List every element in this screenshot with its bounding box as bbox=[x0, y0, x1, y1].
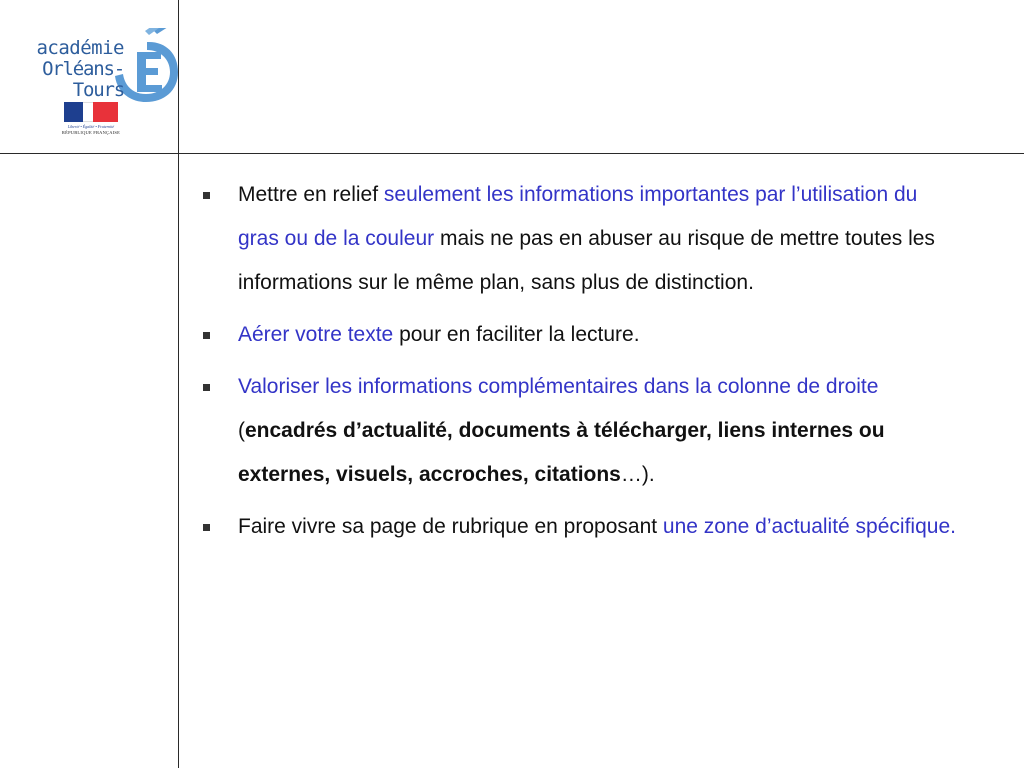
bullet-text: Mettre en relief bbox=[238, 183, 384, 206]
french-flag-icon bbox=[64, 102, 118, 122]
logo-line2: Orléans-Tours bbox=[42, 58, 124, 101]
bullet-item bbox=[200, 313, 958, 357]
bullet-item bbox=[200, 365, 958, 497]
square-bullet-icon bbox=[203, 192, 210, 199]
bullet-text: Faire vivre sa page de rubrique en proposant bbox=[238, 515, 663, 538]
highlight-text: Aérer votre texte bbox=[238, 323, 394, 346]
logo-wordmark bbox=[10, 38, 124, 101]
bullet-text: pour en faciliter la lecture. bbox=[393, 323, 640, 346]
bullet-text: ( bbox=[238, 419, 245, 442]
highlight-text: Valoriser les informations complémentaires dans la colonne de droite bbox=[238, 375, 879, 398]
bullet-text: mais ne pas en abuser au risque de mettre toutes les informations sur le même plan, sans plus de distinction. bbox=[238, 227, 935, 294]
bullet-list bbox=[200, 173, 960, 557]
academie-logo bbox=[10, 8, 175, 143]
bullet-text: …). bbox=[620, 463, 655, 486]
bold-text: encadrés d’actualité, documents à télécharger, liens internes ou externes, visuels, accroches, citations bbox=[238, 419, 885, 486]
vertical-divider bbox=[178, 0, 179, 768]
square-bullet-icon bbox=[203, 384, 210, 391]
bullet-item bbox=[200, 505, 958, 549]
square-bullet-icon bbox=[203, 332, 210, 339]
logo-line1: académie bbox=[36, 37, 124, 59]
square-bullet-icon bbox=[203, 524, 210, 531]
republic-motto: Liberté • Égalité • Fraternité bbox=[67, 124, 115, 129]
horizontal-divider bbox=[0, 153, 1024, 154]
highlight-text: seulement les informations importantes par l’utilisation du gras ou de la couleur bbox=[238, 183, 918, 250]
highlight-text: une zone d’actualité spécifique. bbox=[662, 515, 956, 538]
bullet-item bbox=[200, 173, 958, 305]
republic-label: RÉPUBLIQUE FRANÇAISE bbox=[61, 130, 121, 135]
